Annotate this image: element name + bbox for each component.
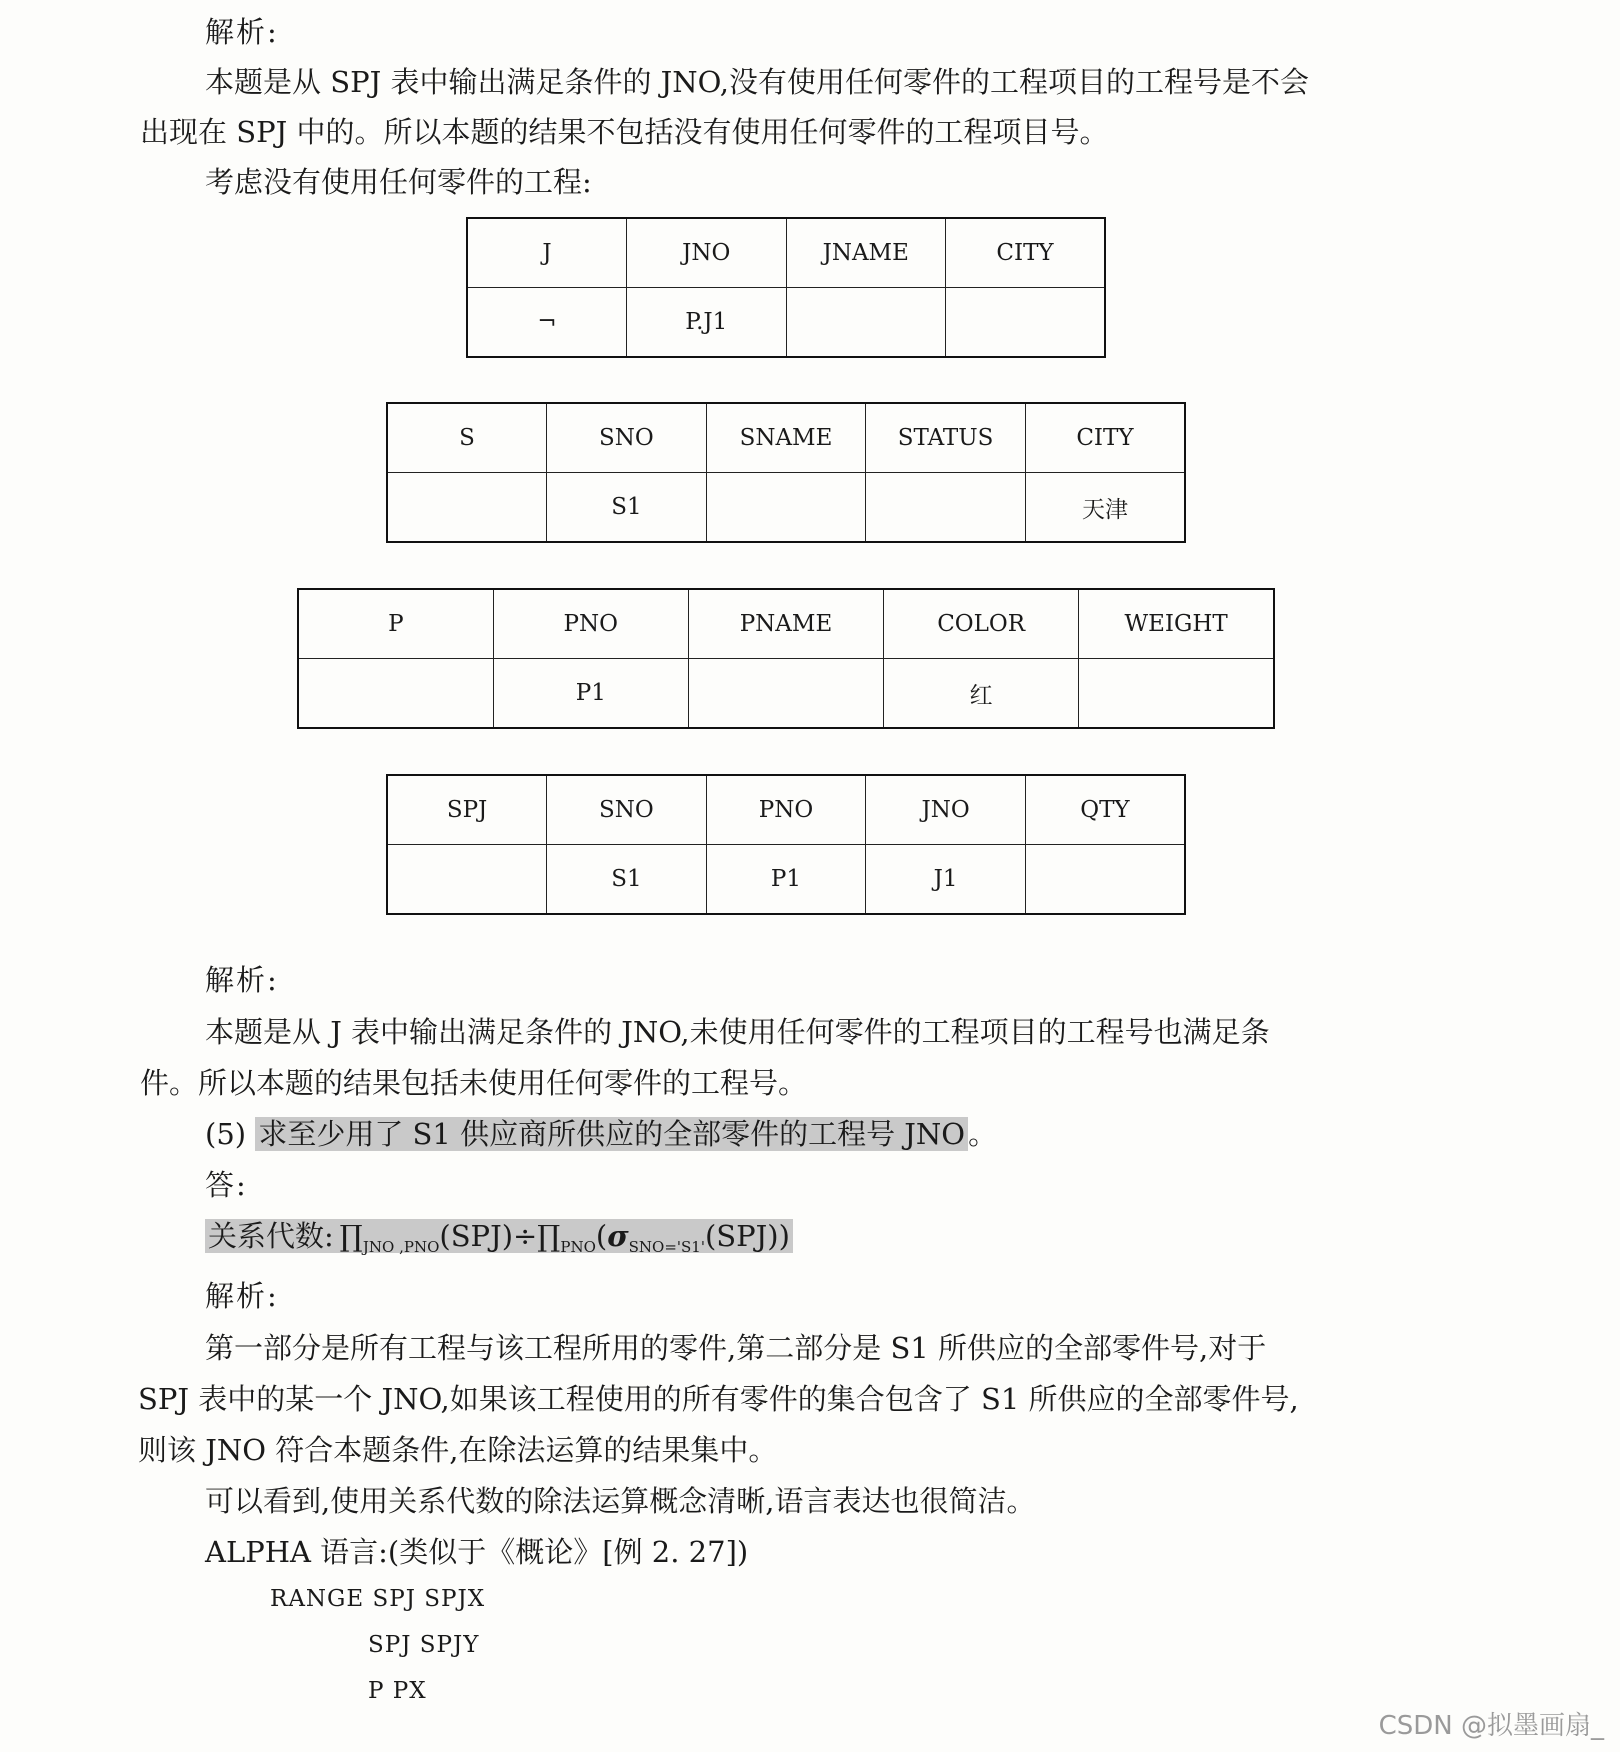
table-s-cell	[866, 473, 1026, 543]
table-s-header-row	[387, 403, 1185, 473]
table-p-header-cell: PNO	[493, 589, 688, 659]
table-s-cell	[706, 473, 866, 543]
paragraph-3-line-3: 则该 JNO 符合本题条件,在除法运算的结果集中。	[138, 1433, 778, 1467]
question-end: 。	[968, 1117, 998, 1151]
table-j-cell: ¬	[467, 288, 627, 358]
table-p-cell	[688, 659, 883, 729]
table-j-header-row	[467, 218, 1105, 288]
table-j-header-cell: JNO	[627, 218, 787, 288]
table-spj-header-cell: PNO	[706, 775, 866, 845]
table-s-header-cell: CITY	[1025, 403, 1185, 473]
algebra-label: 关系代数:	[205, 1219, 337, 1253]
formula-part-2: (	[595, 1219, 608, 1253]
table-s-cell: 天津	[1025, 473, 1185, 543]
paragraph-3-line-1: 第一部分是所有工程与该工程所用的零件,第二部分是 S1 所供应的全部零件号,对于	[205, 1331, 1267, 1365]
table-spj-cell: J1	[866, 845, 1026, 915]
paragraph-3-line-2: SPJ 表中的某一个 JNO,如果该工程使用的所有零件的集合包含了 S1 所供应的全部零件号,	[138, 1382, 1299, 1416]
code-line-1: RANGE SPJ SPJX	[270, 1586, 486, 1612]
table-spj-header-row	[387, 775, 1185, 845]
table-j	[466, 217, 1106, 358]
table-p	[297, 588, 1275, 729]
table-j-cell	[786, 288, 946, 358]
table-p-cell: P1	[493, 659, 688, 729]
paragraph-1-line-3: 考虑没有使用任何零件的工程:	[205, 165, 592, 199]
csdn-watermark: CSDN @拟墨画扇_	[1378, 1711, 1604, 1741]
projection-subscript-1: JNO ,PNO	[362, 1238, 440, 1256]
table-p-header-row	[298, 589, 1274, 659]
formula-part-1: (SPJ)÷	[439, 1219, 538, 1253]
table-spj-cell	[387, 845, 547, 915]
table-j-cell: P.J1	[627, 288, 787, 358]
answer-label: 答:	[205, 1168, 248, 1202]
paragraph-3-line-5: ALPHA 语言:(类似于《概论》[例 2. 27])	[205, 1535, 749, 1569]
pi-symbol-2: ∏	[537, 1219, 561, 1253]
table-spj-cell: P1	[706, 845, 866, 915]
selection-subscript: SNO='S1'	[628, 1238, 705, 1256]
algebra-formula	[337, 1219, 793, 1256]
paragraph-1-line-1: 本题是从 SPJ 表中输出满足条件的 JNO,没有使用任何零件的工程项目的工程号是不会	[205, 65, 1309, 99]
table-s-header-cell: SNAME	[706, 403, 866, 473]
code-line-2: SPJ SPJY	[368, 1632, 480, 1658]
paragraph-2-line-2: 件。所以本题的结果包括未使用任何零件的工程号。	[140, 1066, 808, 1100]
table-p-cell: 红	[884, 659, 1079, 729]
sigma-symbol: σ	[607, 1219, 629, 1253]
table-p-cell	[1079, 659, 1274, 729]
table-j-header-cell: JNAME	[786, 218, 946, 288]
table-s-cell: S1	[547, 473, 707, 543]
table-p-cell	[298, 659, 493, 729]
table-p-header-cell: WEIGHT	[1079, 589, 1274, 659]
relational-algebra	[205, 1216, 793, 1267]
table-spj-data-row	[387, 845, 1185, 915]
table-spj-cell: S1	[547, 845, 707, 915]
question-text: 求至少用了 S1 供应商所供应的全部零件的工程号 JNO	[255, 1117, 968, 1151]
table-s-header-cell: S	[387, 403, 547, 473]
table-spj	[386, 774, 1186, 915]
table-p-header-cell: P	[298, 589, 493, 659]
table-p-data-row	[298, 659, 1274, 729]
table-spj-header-cell: SPJ	[387, 775, 547, 845]
analysis-label-3: 解析:	[205, 1279, 279, 1313]
table-j-cell	[946, 288, 1106, 358]
table-s-header-cell: SNO	[547, 403, 707, 473]
table-j-data-row	[467, 288, 1105, 358]
table-p-header-cell: COLOR	[884, 589, 1079, 659]
paragraph-3-line-4: 可以看到,使用关系代数的除法运算概念清晰,语言表达也很简洁。	[205, 1484, 1036, 1518]
table-s-data-row	[387, 473, 1185, 543]
table-spj-header-cell: SNO	[547, 775, 707, 845]
analysis-label-2: 解析:	[205, 963, 279, 997]
analysis-label-1: 解析:	[205, 15, 279, 49]
table-s	[386, 402, 1186, 543]
table-s-cell	[387, 473, 547, 543]
paragraph-1-line-2: 出现在 SPJ 中的。所以本题的结果不包括没有使用任何零件的工程项目号。	[140, 115, 1109, 149]
formula-part-3: (SPJ))	[704, 1219, 790, 1253]
table-spj-header-cell: QTY	[1025, 775, 1185, 845]
table-j-header-cell: J	[467, 218, 627, 288]
projection-subscript-2: PNO	[560, 1238, 596, 1256]
table-p-header-cell: PNAME	[688, 589, 883, 659]
code-line-3: P PX	[368, 1678, 427, 1704]
pi-symbol-1: ∏	[339, 1219, 363, 1253]
question-5	[205, 1114, 997, 1154]
table-j-header-cell: CITY	[946, 218, 1106, 288]
table-spj-cell	[1025, 845, 1185, 915]
table-s-header-cell: STATUS	[866, 403, 1026, 473]
question-number: (5)	[205, 1117, 247, 1151]
table-spj-header-cell: JNO	[866, 775, 1026, 845]
paragraph-2-line-1: 本题是从 J 表中输出满足条件的 JNO,未使用任何零件的工程项目的工程号也满足条	[205, 1015, 1270, 1049]
